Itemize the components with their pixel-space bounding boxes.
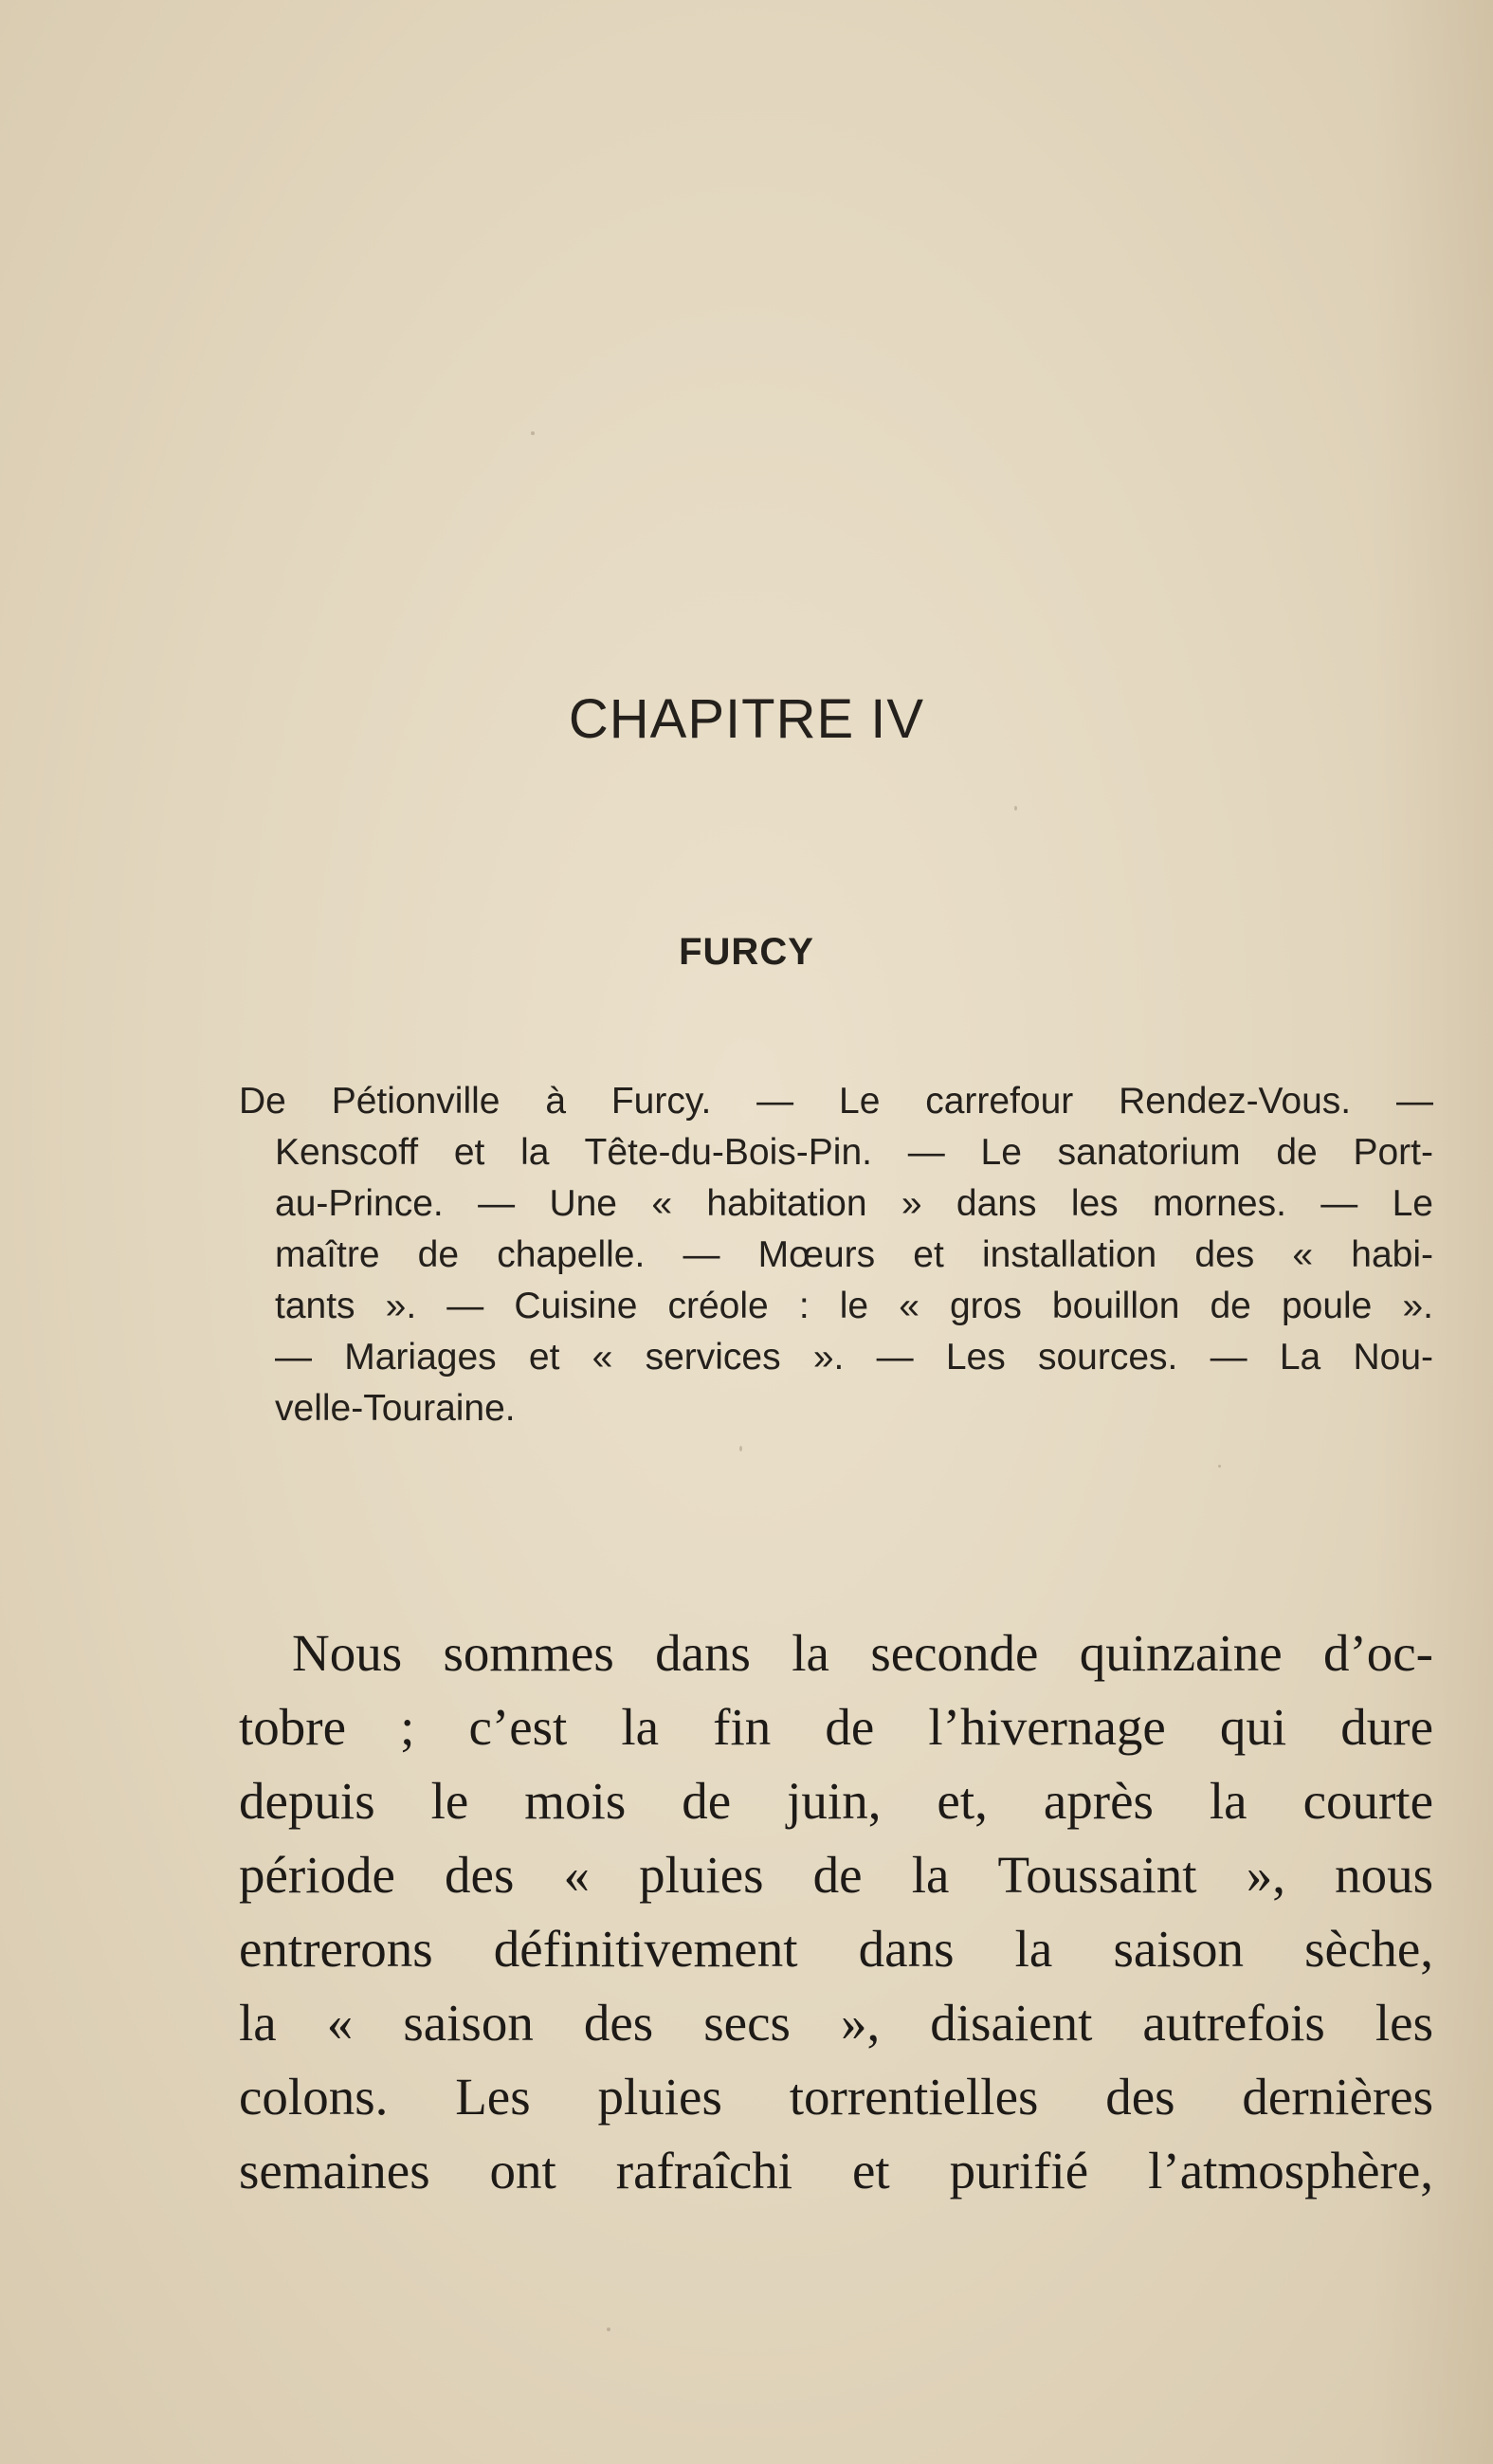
chapter-subtitle: FURCY bbox=[679, 931, 814, 973]
paper-speck bbox=[1218, 1465, 1221, 1468]
body-line: depuis le mois de juin, et, après la courte bbox=[239, 1772, 1433, 1830]
paper-speck bbox=[1014, 806, 1017, 811]
body-paragraph bbox=[239, 1616, 1433, 2208]
paper-speck bbox=[531, 431, 535, 435]
paper-speck bbox=[739, 1446, 742, 1451]
summary-line: au-Prince. — Une « habitation » dans les mornes. — Le bbox=[275, 1183, 1433, 1224]
chapter-summary bbox=[239, 1076, 1433, 1434]
summary-line: maître de chapelle. — Mœurs et installation des « habi- bbox=[275, 1234, 1433, 1275]
body-line: semaines ont rafraîchi et purifié l’atmosphère, bbox=[239, 2142, 1433, 2199]
paper-speck bbox=[607, 2327, 610, 2331]
summary-line: Kenscoff et la Tête-du-Bois-Pin. — Le sanatorium de Port- bbox=[275, 1132, 1433, 1173]
summary-line: — Mariages et « services ». — Les sources. — La Nou- bbox=[275, 1337, 1433, 1378]
body-line: entrerons définitivement dans la saison sèche, bbox=[239, 1920, 1433, 1978]
summary-line: velle-Touraine. bbox=[275, 1388, 516, 1429]
body-line: période des « pluies de la Toussaint », nous bbox=[239, 1846, 1433, 1904]
summary-line: De Pétionville à Furcy. — Le carrefour Rendez-Vous. — bbox=[239, 1081, 1433, 1122]
body-line: tobre ; c’est la fin de l’hivernage qui dure bbox=[239, 1698, 1433, 1756]
body-line: Nous sommes dans la seconde quinzaine d’oc- bbox=[292, 1624, 1433, 1682]
summary-line: tants ». — Cuisine créole : le « gros bouillon de poule ». bbox=[275, 1286, 1433, 1326]
chapter-title: CHAPITRE IV bbox=[568, 688, 925, 750]
body-line: la « saison des secs », disaient autrefois les bbox=[239, 1994, 1433, 2052]
body-line: colons. Les pluies torrentielles des dernières bbox=[239, 2068, 1433, 2126]
